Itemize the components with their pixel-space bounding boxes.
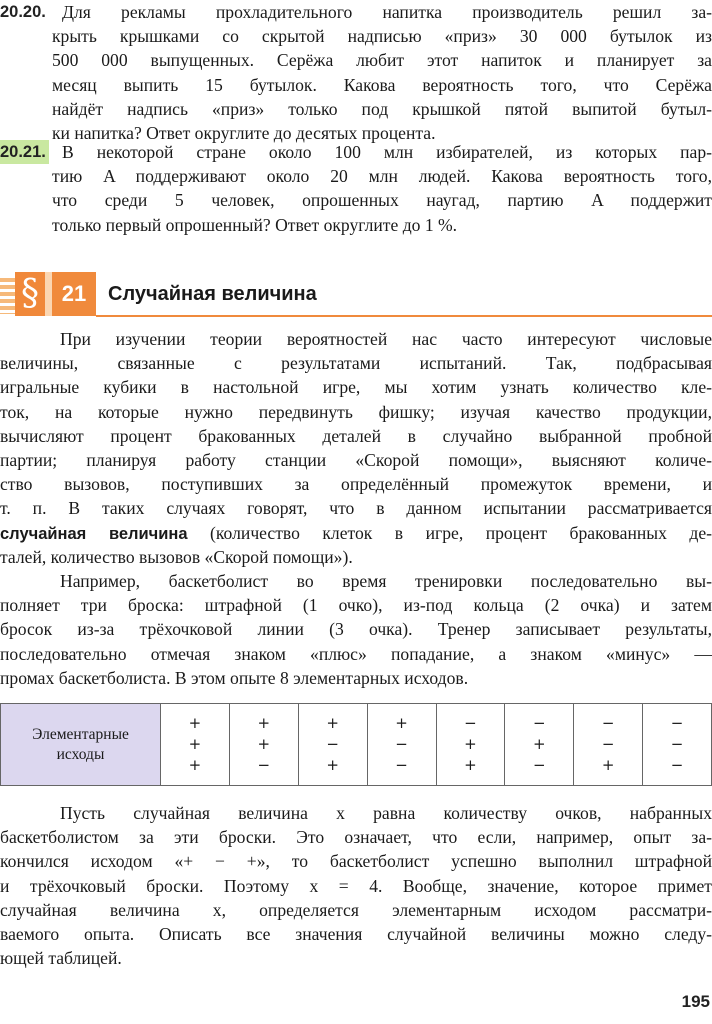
text-line: вычисляют процент бракованных деталей в случайно выбранной пробной <box>0 425 712 446</box>
outcome-sign: + <box>188 735 202 753</box>
problem-line: крыть крышками со скрытой надписью «приз» 30 000 бутылок из <box>52 26 712 47</box>
term-rest: (количество клеток в игре, процент бракованных де- <box>187 522 712 543</box>
text-line: При изучении теории вероятностей нас часто интересуют числовые <box>60 329 712 349</box>
section-number: 21 <box>52 272 96 316</box>
problem-number: 20.21. <box>0 140 49 164</box>
outcome-sign: − <box>395 735 408 753</box>
problem-20-20 <box>0 0 712 145</box>
table-row <box>1 704 712 786</box>
outcome-sign: + <box>257 735 271 753</box>
outcome-cell <box>436 704 505 786</box>
paragraph-intro <box>0 327 712 569</box>
section-header <box>0 270 712 320</box>
text-line: полняет три броска: штрафной (1 очко), из-под кольца (2 очка) и затем <box>0 595 712 616</box>
outcome-sign: + <box>395 714 408 732</box>
outcome-sign: − <box>395 756 408 774</box>
section-underline <box>96 315 712 317</box>
problem-line: найдёт надпись «приз» только под крышкой пятой выпитой бутыл- <box>52 98 712 119</box>
outcome-sign: + <box>601 756 615 774</box>
text-line: величины, связанные с результатами испытаний. Так, подбрасывая <box>0 353 712 374</box>
outcome-cell <box>298 704 367 786</box>
text-line: случайная величина x, определяется элементарным исходом рассматри- <box>0 899 712 920</box>
page-number: 195 <box>681 992 710 1011</box>
section-symbol: § <box>15 272 45 316</box>
header-line: исходы <box>56 745 105 763</box>
paragraph-example <box>0 569 712 690</box>
problem-line: 500 000 выпущенных. Серёжа любит этот напиток и планирует за <box>52 50 712 71</box>
outcome-sign: + <box>326 756 339 774</box>
outcome-sign: + <box>326 714 339 732</box>
outcome-sign: + <box>257 714 271 732</box>
text-line: т. п. В таких случаях говорят, что в данном испытании рассматривается <box>0 498 712 519</box>
outcome-sign: − <box>533 756 546 774</box>
problem-line: тию A поддерживают около 20 млн людей. Какова вероятность того, <box>52 166 712 187</box>
key-term: случайная величина <box>0 524 188 543</box>
text-line: Например, баскетболист во время тренировки последовательно вы- <box>60 571 712 591</box>
outcome-sign: + <box>188 756 202 774</box>
section-title: Случайная величина <box>108 283 317 305</box>
section-stripe-decoration <box>0 278 15 314</box>
header-line: Элементарные <box>32 725 129 743</box>
text-line: игральные кубики в настольной игре, мы хотим узнать количество кле- <box>0 377 712 398</box>
outcome-sign: − <box>326 735 339 753</box>
outcome-sign: − <box>670 714 684 732</box>
outcome-sign: + <box>533 735 546 753</box>
text-line: бросок из-за трёхочковой линии (3 очка). Тренер записывает результаты, <box>0 619 712 640</box>
outcome-sign: − <box>670 756 684 774</box>
text-line-with-term <box>0 521 712 545</box>
outcome-sign: − <box>464 714 477 732</box>
outcome-sign: − <box>257 756 271 774</box>
text-line: ющей таблицей. <box>0 948 122 969</box>
text-line: и трёхочковый броски. Поэтому x = 4. Вообще, значение, которое примет <box>0 875 712 896</box>
outcome-cell <box>367 704 436 786</box>
outcome-sign: + <box>464 735 477 753</box>
text-line: кончился исходом «+ − +», то баскетболист успешно выполнил штрафной <box>0 851 712 872</box>
outcome-sign: − <box>601 714 615 732</box>
problem-number: 20.20. <box>0 3 46 21</box>
problem-line: месяц выпить 15 бутылок. Какова вероятность того, что Серёжа <box>52 74 712 95</box>
problem-line: что среди 5 человек, опрошенных наугад, партию A поддержит <box>52 190 712 211</box>
outcome-cell <box>229 704 298 786</box>
outcome-sign: − <box>533 714 546 732</box>
text-line: талей, количество вызовов «Скорой помощи»). <box>0 546 353 567</box>
problem-line: ки напитка? Ответ округлите до десятых процента. <box>52 122 436 143</box>
paragraph-random-variable <box>0 801 712 970</box>
section-divider-decoration <box>45 272 52 316</box>
outcome-sign: + <box>464 756 477 774</box>
text-line: промах баскетболиста. В этом опыте 8 элементарных исходов. <box>0 667 469 688</box>
outcome-sign: − <box>601 735 615 753</box>
problem-line: только первый опрошенный? Ответ округлите до 1 %. <box>52 214 458 235</box>
problem-line: Для рекламы прохладительного напитка производитель решил за- <box>62 2 712 22</box>
outcomes-table <box>0 703 712 786</box>
problem-20-21 <box>0 140 712 237</box>
outcome-cell <box>161 704 230 786</box>
table-header-cell <box>1 704 161 786</box>
text-line: партии; планируя работу станции «Скорой помощи», выясняют количе- <box>0 449 712 470</box>
text-line: баскетболистом за эти броски. Это означает, что если, например, опыт за- <box>0 827 712 848</box>
text-line: ваемого опыта. Описать все значения случайной величины можно следу- <box>0 923 712 944</box>
outcome-sign: + <box>188 714 202 732</box>
outcome-cell <box>574 704 643 786</box>
text-line: ток, на которые нужно передвинуть фишку; изучая качество продукции, <box>0 401 712 422</box>
text-line: последовательно отмечая знаком «плюс» попадание, а знаком «минус» — <box>0 643 712 664</box>
outcome-cell <box>643 704 712 786</box>
text-line: Пусть случайная величина x равна количеству очков, набранных <box>60 803 712 823</box>
problem-line: В некоторой стране около 100 млн избирателей, из которых пар- <box>62 142 712 162</box>
outcome-sign: − <box>670 735 684 753</box>
text-line: ство вызовов, поступивших за определённый промежуток времени, и <box>0 474 712 495</box>
outcome-cell <box>505 704 574 786</box>
